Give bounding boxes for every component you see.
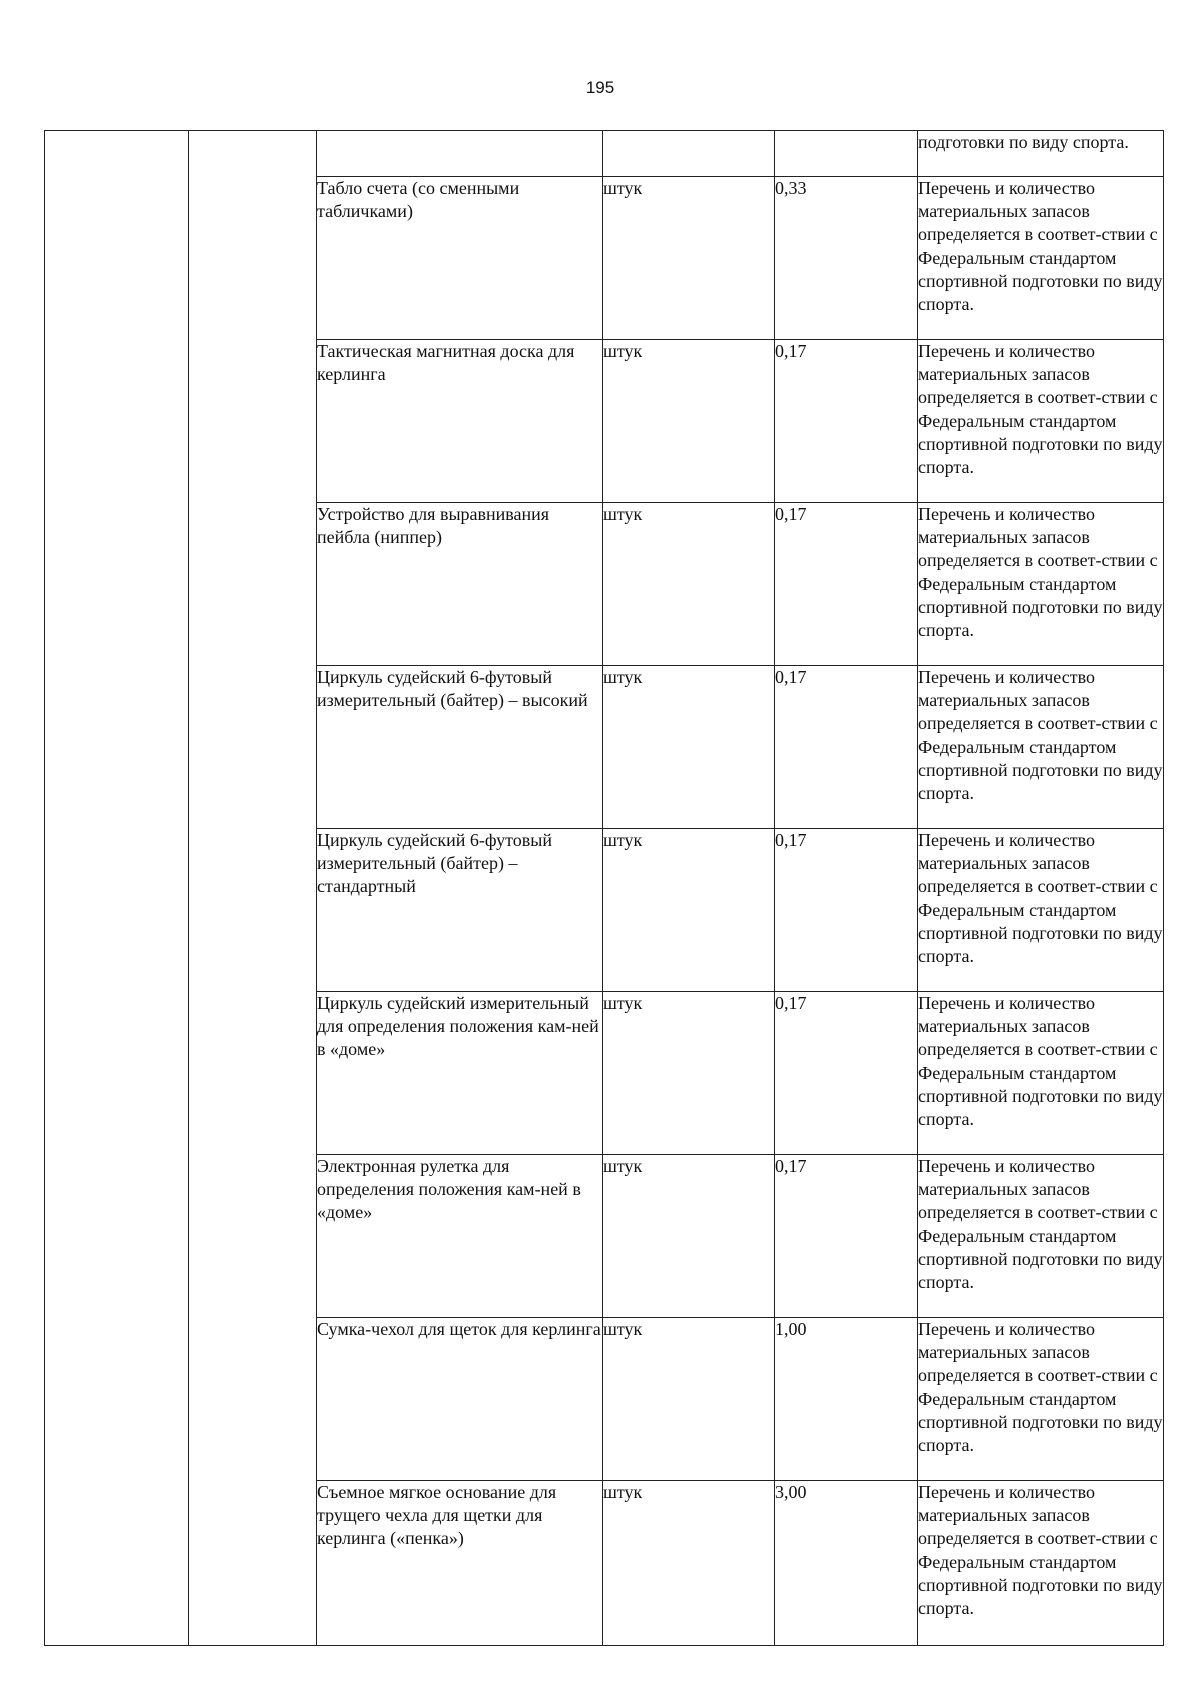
page-number: 195 — [585, 78, 615, 97]
quantity-cell: 3,00 — [775, 1481, 918, 1646]
item-name-cell: Циркуль судейский измерительный для определения положения кам-ней в «доме» — [317, 992, 603, 1155]
unit-cell: штук — [603, 1481, 775, 1646]
merged-cell-col2 — [189, 131, 317, 1646]
quantity-cell: 0,17 — [775, 666, 918, 829]
unit-cell: штук — [603, 503, 775, 666]
item-name-cell: Съемное мягкое основание для трущего чехла для щетки для керлинга («пенка») — [317, 1481, 603, 1646]
quantity-cell: 1,00 — [775, 1318, 918, 1481]
unit-cell: штук — [603, 1155, 775, 1318]
item-name-cell: Устройство для выравнивания пейбла (ниппер) — [317, 503, 603, 666]
note-cell: Перечень и количество материальных запасов определяется в соответ-ствии с Федеральным стандартом спортивной подготовки по виду спорта. — [918, 1481, 1164, 1646]
item-name-cell: Тактическая магнитная доска для керлинга — [317, 340, 603, 503]
item-name-cell: Циркуль судейский 6-футовый измерительный (байтер) – высокий — [317, 666, 603, 829]
quantity-cell — [775, 131, 918, 177]
unit-cell: штук — [603, 340, 775, 503]
note-cell: Перечень и количество материальных запасов определяется в соответ-ствии с Федеральным стандартом спортивной подготовки по виду спорта. — [918, 1318, 1164, 1481]
item-name-cell: Циркуль судейский 6-футовый измерительный (байтер) – стандартный — [317, 829, 603, 992]
unit-cell: штук — [603, 829, 775, 992]
quantity-cell: 0,17 — [775, 829, 918, 992]
quantity-cell: 0,17 — [775, 503, 918, 666]
merged-cell-col1 — [45, 131, 189, 1646]
note-cell: Перечень и количество материальных запасов определяется в соответ-ствии с Федеральным стандартом спортивной подготовки по виду спорта. — [918, 992, 1164, 1155]
note-cell: Перечень и количество материальных запасов определяется в соответ-ствии с Федеральным стандартом спортивной подготовки по виду спорта. — [918, 666, 1164, 829]
unit-cell: штук — [603, 992, 775, 1155]
materials-table — [44, 130, 1164, 1646]
quantity-cell: 0,33 — [775, 177, 918, 340]
unit-cell: штук — [603, 177, 775, 340]
note-cell: подготовки по виду спорта. — [918, 131, 1164, 177]
unit-cell: штук — [603, 1318, 775, 1481]
item-name-cell — [317, 131, 603, 177]
item-name-cell: Табло счета (со сменными табличками) — [317, 177, 603, 340]
item-name-cell: Электронная рулетка для определения положения кам-ней в «доме» — [317, 1155, 603, 1318]
unit-cell — [603, 131, 775, 177]
note-cell: Перечень и количество материальных запасов определяется в соответ-ствии с Федеральным стандартом спортивной подготовки по виду спорта. — [918, 829, 1164, 992]
quantity-cell: 0,17 — [775, 992, 918, 1155]
note-cell: Перечень и количество материальных запасов определяется в соответ-ствии с Федеральным стандартом спортивной подготовки по виду спорта. — [918, 340, 1164, 503]
table-row — [45, 131, 1164, 177]
quantity-cell: 0,17 — [775, 1155, 918, 1318]
note-cell: Перечень и количество материальных запасов определяется в соответ-ствии с Федеральным стандартом спортивной подготовки по виду спорта. — [918, 1155, 1164, 1318]
note-cell: Перечень и количество материальных запасов определяется в соответ-ствии с Федеральным стандартом спортивной подготовки по виду спорта. — [918, 177, 1164, 340]
quantity-cell: 0,17 — [775, 340, 918, 503]
unit-cell: штук — [603, 666, 775, 829]
note-cell: Перечень и количество материальных запасов определяется в соответ-ствии с Федеральным стандартом спортивной подготовки по виду спорта. — [918, 503, 1164, 666]
item-name-cell: Сумка-чехол для щеток для керлинга — [317, 1318, 603, 1481]
